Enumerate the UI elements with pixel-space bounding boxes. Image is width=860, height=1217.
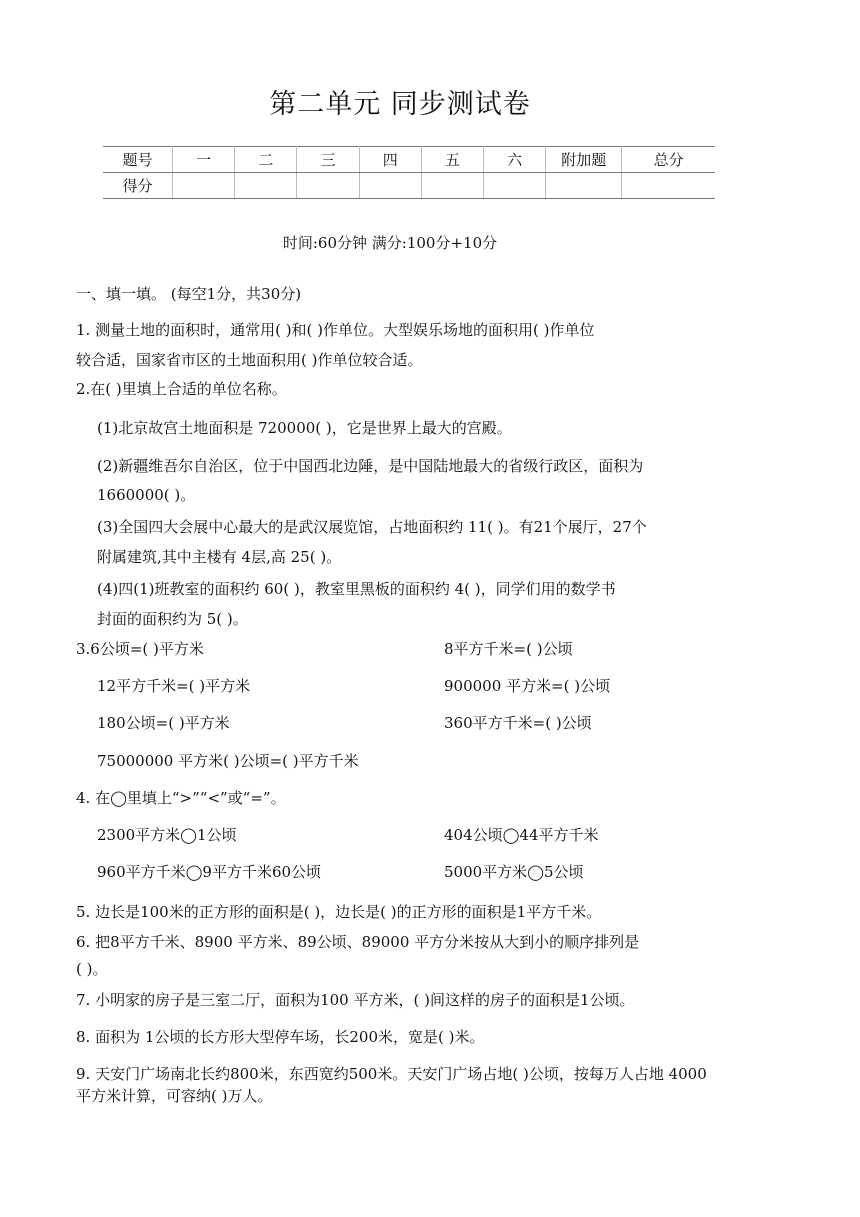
score-entry-cell xyxy=(546,173,622,199)
question-text: 1660000( )。 xyxy=(97,486,196,504)
score-table-score-row xyxy=(103,173,715,199)
score-header-cell: 附加题 xyxy=(546,147,622,173)
score-header-cell: 三 xyxy=(297,147,359,173)
comparison-item: 960平方千米◯9平方千米60公顷 xyxy=(97,863,322,881)
score-label-cell: 得分 xyxy=(103,173,173,199)
score-entry-cell xyxy=(297,173,359,199)
question-text: 9. 天安门广场南北长约800米，东西宽约500米。天安门广场占地( )公顷，按每万人占地 4000 xyxy=(76,1065,707,1083)
score-entry-cell xyxy=(173,173,235,199)
conversion-item: 3.6公顷=( )平方米 xyxy=(76,640,204,658)
conversion-item: 8平方千米=( )公顷 xyxy=(444,640,573,658)
question-text: 8. 面积为 1公顷的长方形大型停车场，长200米，宽是( )米。 xyxy=(76,1028,485,1046)
question-text: (3)全国四大会展中心最大的是武汉展览馆，占地面积约 11( )。有21个展厅，27个 xyxy=(97,518,647,536)
score-header-cell: 一 xyxy=(173,147,235,173)
conversion-item: 12平方千米=( )平方米 xyxy=(97,677,251,695)
score-header-cell: 六 xyxy=(484,147,546,173)
question-text: 较合适，国家省市区的土地面积用( )作单位较合适。 xyxy=(76,351,423,369)
score-header-cell: 五 xyxy=(421,147,483,173)
score-table-header-row xyxy=(103,147,715,173)
score-header-cell: 题号 xyxy=(103,147,173,173)
score-header-cell: 四 xyxy=(359,147,421,173)
question-text: 2.在( )里填上合适的单位名称。 xyxy=(76,380,287,398)
question-text: 5. 边长是100米的正方形的面积是( )，边长是( )的正方形的面积是1平方千米。 xyxy=(76,903,602,921)
score-entry-cell xyxy=(359,173,421,199)
conversion-item: 900000 平方米=( )公顷 xyxy=(444,677,611,695)
question-text: 4. 在◯里填上“>”“<”或“=”。 xyxy=(76,789,286,807)
comparison-item: 5000平方米◯5公顷 xyxy=(444,863,584,881)
score-table xyxy=(103,146,715,199)
conversion-item: 360平方千米=( )公顷 xyxy=(444,714,592,732)
score-header-cell: 二 xyxy=(235,147,297,173)
score-header-cell: 总分 xyxy=(622,147,715,173)
question-text: 附属建筑,其中主楼有 4层,高 25( )。 xyxy=(97,548,342,566)
comparison-item: 2300平方米◯1公顷 xyxy=(97,826,237,844)
comparison-item: 404公顷◯44平方千米 xyxy=(444,826,599,844)
score-entry-cell xyxy=(622,173,715,199)
question-text: 平方米计算，可容纳( )万人。 xyxy=(76,1087,273,1105)
section-heading: 一、填一填。 (每空1分，共30分) xyxy=(76,285,302,303)
question-text: 6. 把8平方千米、8900 平方米、89公顷、89000 平方分米按从大到小的顺序排列是 xyxy=(76,933,640,951)
page-title: 第二单元 同步测试卷 xyxy=(269,89,531,120)
question-text: 1. 测量土地的面积时，通常用( )和( )作单位。大型娱乐场地的面积用( )作单位 xyxy=(76,321,595,339)
score-entry-cell xyxy=(235,173,297,199)
question-text: 封面的面积约为 5( )。 xyxy=(97,610,248,628)
question-text: (2)新疆维吾尔自治区，位于中国西北边陲，是中国陆地最大的省级行政区，面积为 xyxy=(97,457,644,475)
answer-blank: ( )。 xyxy=(76,960,108,978)
conversion-item: 75000000 平方米( )公顷=( )平方千米 xyxy=(97,752,359,770)
score-entry-cell xyxy=(421,173,483,199)
question-text: (1)北京故宫土地面积是 720000( )，它是世界上最大的宫殿。 xyxy=(97,419,512,437)
question-text: (4)四(1)班教室的面积约 60( )，教室里黑板的面积约 4( )，同学们用的数学书 xyxy=(97,580,616,598)
conversion-item: 180公顷=( )平方米 xyxy=(97,714,230,732)
question-text: 7. 小明家的房子是三室二厅，面积为100 平方米，( )间这样的房子的面积是1公顷。 xyxy=(76,991,635,1009)
time-and-score-info: 时间:60分钟 满分:100分+10分 xyxy=(282,234,498,252)
score-entry-cell xyxy=(484,173,546,199)
